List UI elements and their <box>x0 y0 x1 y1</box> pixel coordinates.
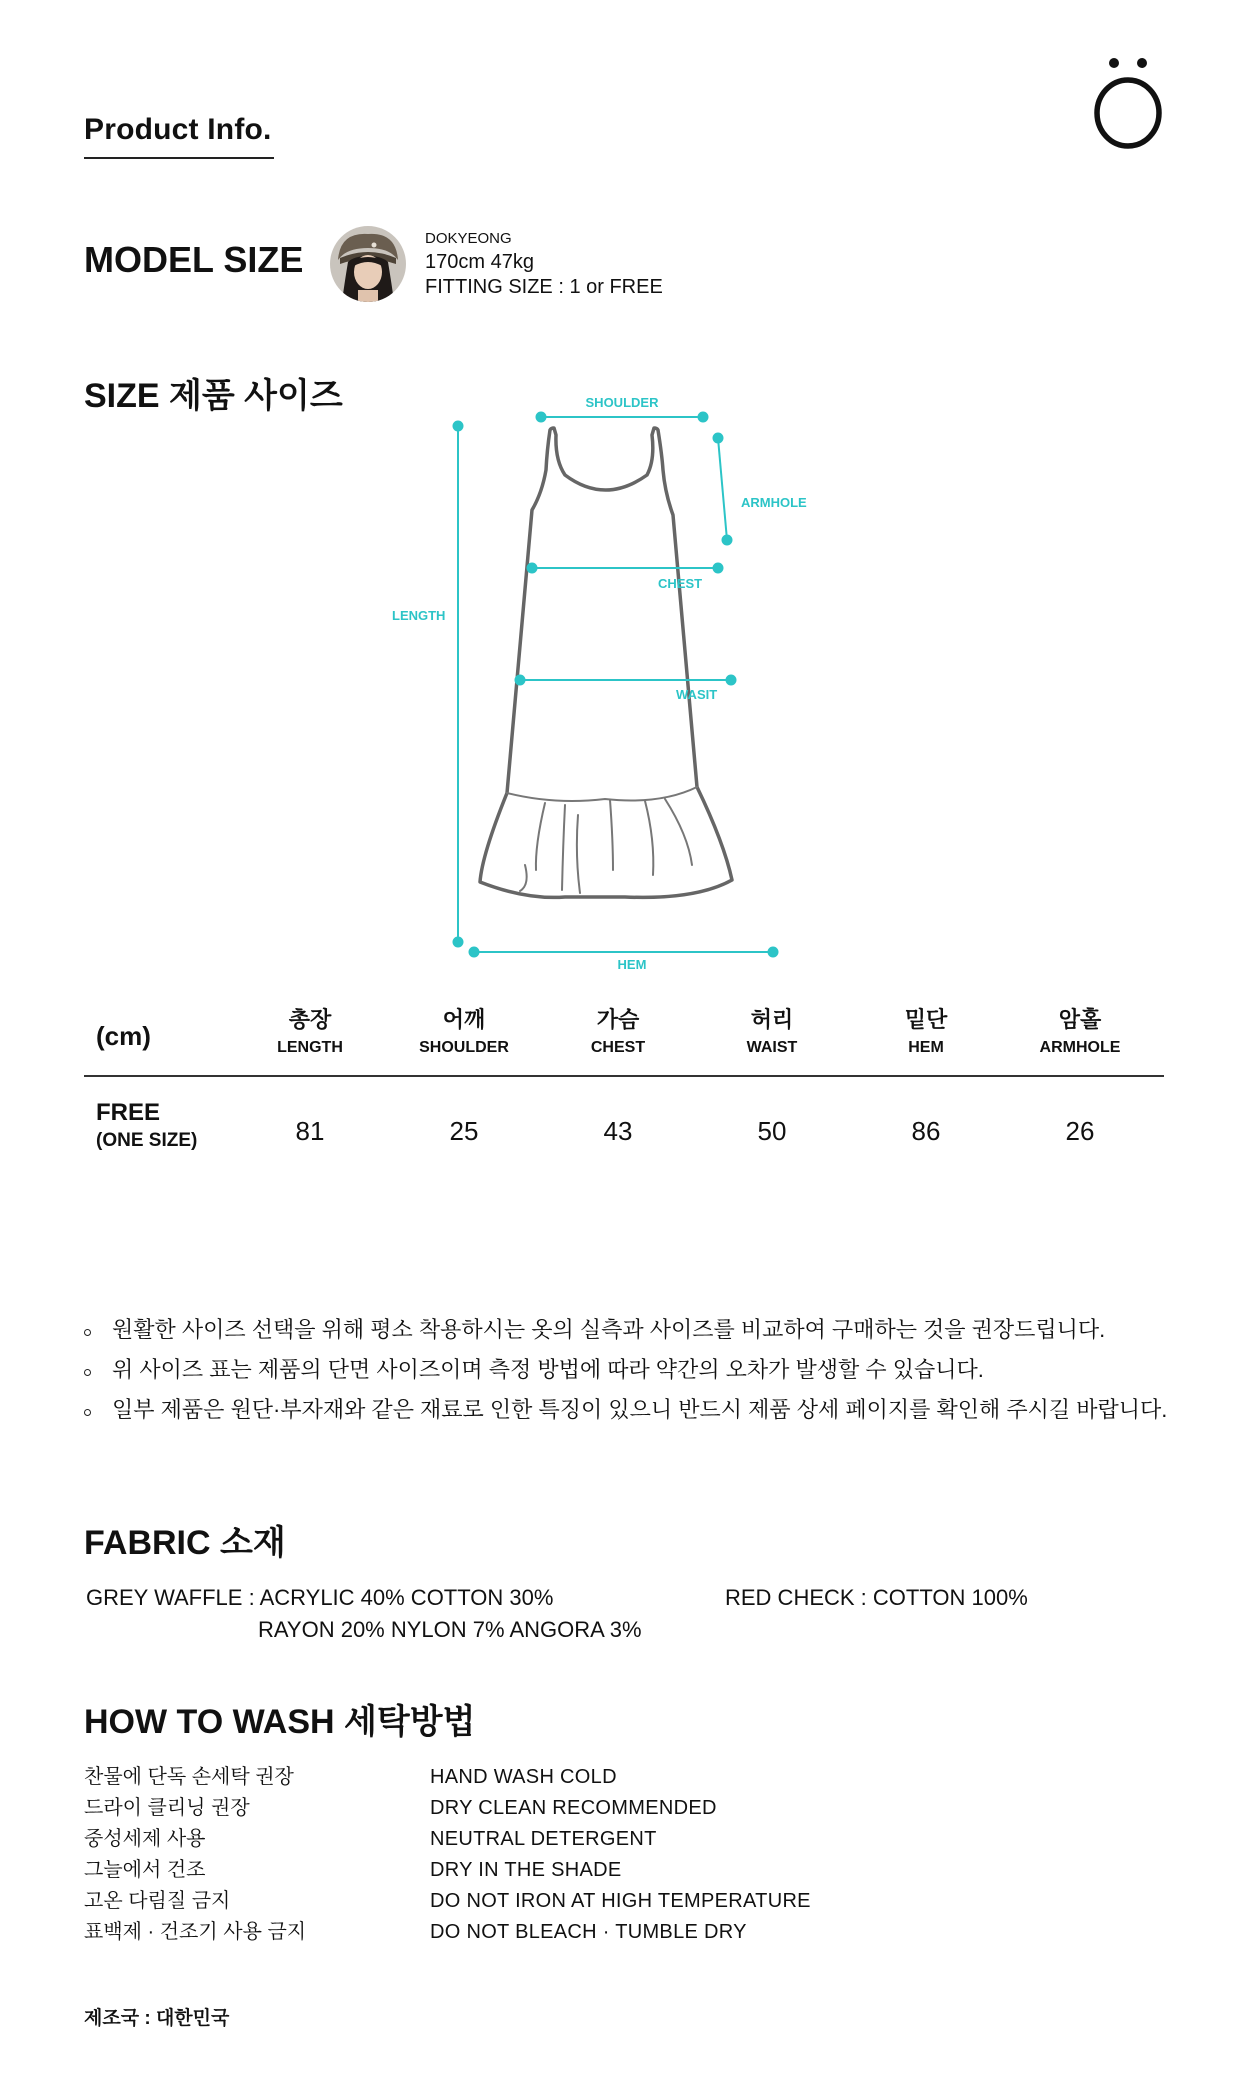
wash-item-kr: 그늘에서 건조 <box>84 1859 206 1881</box>
col-label-en: SHOULDER <box>419 1039 509 1056</box>
col-label-kr: 가슴 <box>596 1007 640 1032</box>
chest-point-right <box>714 564 723 573</box>
shoulder-point-right <box>699 413 708 422</box>
wash-list-kr <box>84 1762 306 1948</box>
table-divider <box>84 1075 1164 1077</box>
col-hem <box>849 1006 1003 1059</box>
cell-hem: 86 <box>911 1116 941 1146</box>
wash-item-en: DO NOT IRON AT HIGH TEMPERATURE <box>430 1890 811 1912</box>
size-table-header <box>84 1006 1164 1074</box>
fabric-red-check: RED CHECK : COTTON 100% <box>725 1585 1028 1610</box>
wash-item-en: DO NOT BLEACH · TUMBLE DRY <box>430 1921 747 1943</box>
wash-list-en <box>430 1762 811 1948</box>
cell-chest: 43 <box>603 1116 633 1146</box>
note-text: 원활한 사이즈 선택을 위해 평소 착용하시는 옷의 실측과 사이즈를 비교하여 구매하는 것을 권장드립니다. <box>112 1317 1106 1342</box>
waist-point-left <box>516 676 525 685</box>
col-label-kr: 총장 <box>288 1007 332 1032</box>
table-row <box>84 1094 1164 1164</box>
col-shoulder <box>387 1006 541 1059</box>
label-waist: WASIT <box>676 687 718 702</box>
wash-item-en: DRY IN THE SHADE <box>430 1859 622 1881</box>
fabric-grey-waffle-line2: RAYON 20% NYLON 7% ANGORA 3% <box>258 1617 642 1642</box>
col-label-en: HEM <box>908 1039 944 1056</box>
hem-point-right <box>769 948 778 957</box>
col-label-kr: 어깨 <box>442 1007 486 1032</box>
wash-item-en: DRY CLEAN RECOMMENDED <box>430 1797 717 1819</box>
measurement-overlay <box>0 0 1250 1000</box>
wash-item-en: NEUTRAL DETERGENT <box>430 1828 657 1850</box>
row-size-sublabel: (ONE SIZE) <box>96 1130 198 1151</box>
wash-item-en: HAND WASH COLD <box>430 1766 617 1788</box>
cell-waist: 50 <box>757 1116 787 1146</box>
cell-shoulder: 25 <box>449 1116 479 1146</box>
wash-item-kr: 중성세제 사용 <box>84 1828 206 1850</box>
wash-title: HOW TO WASH 세탁방법 <box>84 1703 476 1741</box>
cell-armhole: 26 <box>1065 1116 1095 1146</box>
col-waist <box>695 1006 849 1059</box>
bullet-icon <box>84 1369 91 1376</box>
country-of-origin: 제조국 : 대한민국 <box>84 2008 230 2029</box>
col-label-en: CHEST <box>590 1039 646 1056</box>
bullet-icon <box>84 1409 91 1416</box>
note-text: 일부 제품은 원단·부자재와 같은 재료로 인한 특징이 있으니 반드시 제품 상세 페이지를 확인해 주시길 바랍니다. <box>112 1397 1168 1422</box>
chest-point-left <box>528 564 537 573</box>
wash-item-kr: 찬물에 단독 손세탁 권장 <box>84 1766 294 1788</box>
wash-item-kr: 표백제 · 건조기 사용 금지 <box>84 1921 307 1943</box>
label-armhole: ARMHOLE <box>741 495 807 510</box>
list-item <box>84 1350 1204 1390</box>
length-point-bottom <box>454 938 463 947</box>
label-shoulder: SHOULDER <box>585 395 659 410</box>
model-stats: 170cm 47kg <box>425 251 534 273</box>
size-table <box>84 1006 1164 1151</box>
list-item <box>84 1390 1204 1430</box>
length-point-top <box>454 422 463 431</box>
col-label-en: ARMHOLE <box>1039 1039 1121 1056</box>
col-label-kr: 밑단 <box>904 1007 948 1032</box>
shoulder-point-left <box>537 413 546 422</box>
col-chest <box>541 1006 695 1059</box>
size-notes <box>84 1310 1204 1430</box>
fabric-grey-waffle-line1: GREY WAFFLE : ACRYLIC 40% COTTON 30% <box>86 1585 554 1610</box>
col-label-kr: 암홀 <box>1058 1007 1102 1032</box>
cell-length: 81 <box>295 1116 325 1146</box>
waist-point-right <box>727 676 736 685</box>
wash-item-kr: 드라이 클리닝 권장 <box>84 1797 250 1819</box>
col-label-kr: 허리 <box>750 1007 794 1032</box>
col-label-en: LENGTH <box>277 1039 343 1056</box>
bullet-icon <box>84 1329 91 1336</box>
model-size-title: MODEL SIZE <box>84 239 304 280</box>
label-length: LENGTH <box>392 608 446 623</box>
armhole-point-top <box>714 434 723 443</box>
col-armhole <box>1003 1006 1157 1059</box>
model-name: DOKYEONG <box>425 230 512 247</box>
table-unit: (cm) <box>96 1021 151 1051</box>
page-title: Product Info. <box>84 113 272 146</box>
fabric-title: FABRIC 소재 <box>84 1524 286 1562</box>
hem-point-left <box>470 948 479 957</box>
label-hem: HEM <box>617 957 647 972</box>
armhole-line <box>718 438 727 540</box>
col-length <box>233 1006 387 1059</box>
size-section-title: SIZE 제품 사이즈 <box>84 377 343 415</box>
label-chest: CHEST <box>658 576 703 591</box>
col-label-en: WAIST <box>746 1039 798 1056</box>
wash-item-kr: 고온 다림질 금지 <box>84 1890 231 1912</box>
note-text: 위 사이즈 표는 제품의 단면 사이즈이며 측정 방법에 따라 약간의 오차가 발생할 수 있습니다. <box>112 1357 984 1382</box>
model-fitting-size: FITTING SIZE : 1 or FREE <box>425 276 663 298</box>
list-item <box>84 1310 1204 1350</box>
armhole-point-bottom <box>723 536 732 545</box>
row-size-label: FREE <box>96 1099 161 1126</box>
